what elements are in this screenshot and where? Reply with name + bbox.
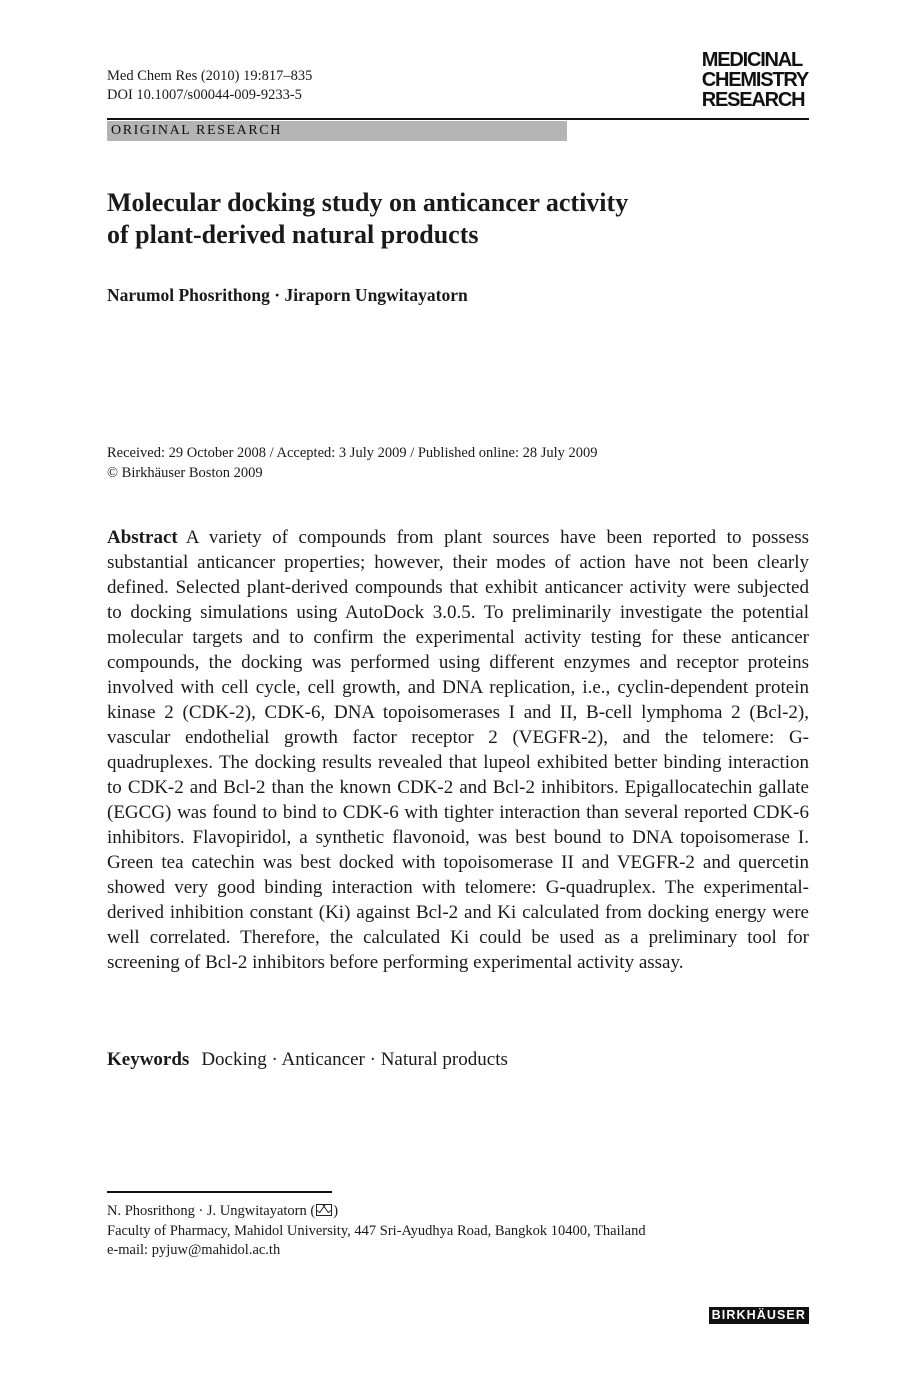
journal-logo-line: MEDICINAL (701, 49, 803, 71)
publisher-logo: BIRKHÄUSER (709, 1307, 809, 1324)
history-dates: Received: 29 October 2008 / Accepted: 3 July 2009 / Published online: 28 July 2009 (107, 445, 598, 461)
section-label: ORIGINAL RESEARCH (107, 121, 567, 141)
footnote-authors-close: ) (333, 1203, 339, 1219)
author-footnote (107, 1202, 646, 1261)
keywords-text: Docking · Anticancer · Natural products (201, 1049, 508, 1070)
footnote-authors (107, 1202, 646, 1222)
title-line: of plant-derived natural products (107, 220, 479, 249)
footnote-email[interactable]: e-mail: pyjuw@mahidol.ac.th (107, 1242, 281, 1258)
journal-logo-line: RESEARCH (701, 89, 805, 111)
citation-doi: DOI 10.1007/s00044-009-9233-5 (107, 87, 302, 103)
citation-journal: Med Chem Res (2010) 19:817–835 (107, 68, 313, 84)
abstract-text: A variety of compounds from plant sources have been reported to possess substantial anticancer properties; however, their modes of action have not been clearly defined. Selected plant-derived compounds that exhibit anticancer activity were subjected to docking simulations using AutoDock 3.0.5. To preliminarily investigate the potential molecular targets and to confirm the experimental activity testing for these anticancer compounds, the docking was performed using different enzymes and receptor proteins involved with cell cycle, cell growth, and DNA replication, i.e., cyclin-dependent protein kinase 2 (CDK-2), CDK-6, DNA topoisomerases I and II, B-cell lymphoma 2 (Bcl-2), vascular endothelial growth factor receptor 2 (VEGFR-2), and the telomere: G-quadruplexes. The docking results revealed that lupeol exhibited better binding interaction to CDK-2 and Bcl-2 than the known CDK-2 and Bcl-2 inhibitors. Epigallocatechin gallate (EGCG) was found to bind to CDK-6 with tighter interaction than several reported CDK-6 inhibitors. Flavopiridol, a synthetic flavonoid, was best bound to DNA topoisomerase I. Green tea catechin was best docked with topoisomerase II and VEGFR-2 and quercetin showed very good binding interaction with telomere: G-quadruplex. The experimental-derived inhibition constant (Ki) against Bcl-2 and Ki calculated from docking energy were well correlated. Therefore, the calculated Ki could be used as a preliminary tool for screening of Bcl-2 inhibitors before performing experimental activity assay. (107, 527, 809, 973)
journal-logo-line: CHEMISTRY (701, 69, 808, 91)
keywords (107, 1049, 508, 1071)
title-line: Molecular docking study on anticancer activity (107, 188, 629, 217)
abstract (107, 525, 809, 975)
footnote-affiliation: Faculty of Pharmacy, Mahidol University, 447 Sri-Ayudhya Road, Bangkok 10400, Thailand (107, 1222, 646, 1239)
article-title (107, 187, 628, 251)
abstract-label: Abstract (107, 527, 178, 548)
author-list: Narumol Phosrithong · Jiraporn Ungwitayatorn (107, 285, 468, 305)
envelope-icon (316, 1204, 332, 1216)
publication-dates (107, 443, 598, 483)
copyright-line: © Birkhäuser Boston 2009 (107, 465, 263, 481)
header-divider (107, 118, 809, 120)
footnote-divider (107, 1191, 332, 1193)
keywords-label: Keywords (107, 1049, 190, 1070)
citation-block (107, 67, 312, 105)
journal-logo (702, 50, 808, 110)
footnote-authors-text: N. Phosrithong · J. Ungwitayatorn ( (107, 1203, 316, 1219)
